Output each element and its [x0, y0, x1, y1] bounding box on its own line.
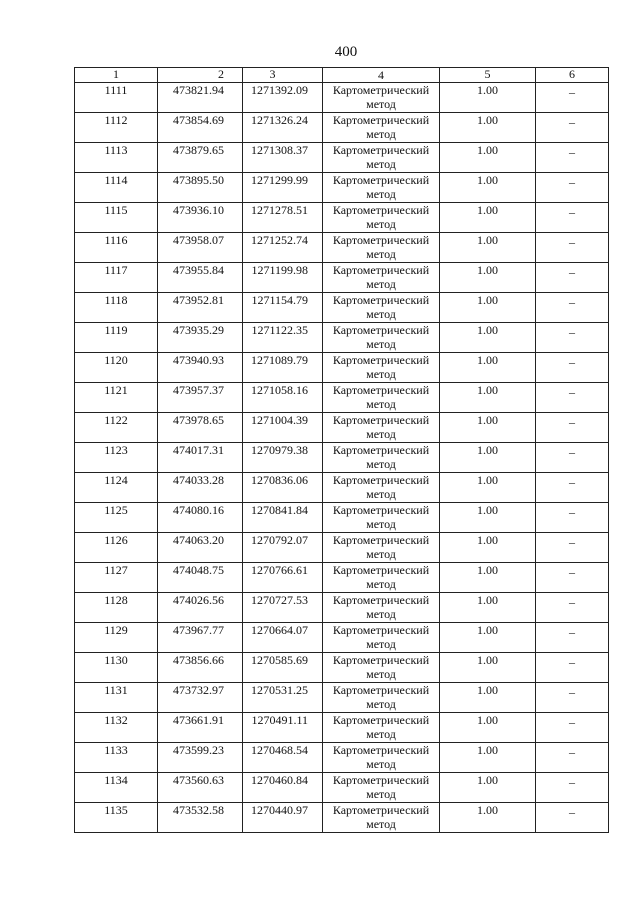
y-coordinate-cell: 1270440.97 [243, 803, 323, 833]
accuracy-cell: 1.00 [440, 623, 536, 653]
method-cell: Картометрический метод [323, 263, 440, 293]
point-number-cell: 1134 [75, 773, 158, 803]
accuracy-cell: 1.00 [440, 773, 536, 803]
point-number-cell: 1114 [75, 173, 158, 203]
y-coordinate-cell: 1270491.11 [243, 713, 323, 743]
method-cell: Картометрический метод [323, 563, 440, 593]
method-cell: Картометрический метод [323, 293, 440, 323]
point-number-cell: 1133 [75, 743, 158, 773]
table-row [75, 143, 609, 173]
x-coordinate-cell: 474033.28 [158, 473, 243, 503]
x-coordinate-cell: 474080.16 [158, 503, 243, 533]
table-row [75, 623, 609, 653]
note-cell: – [536, 113, 609, 143]
point-number-cell: 1124 [75, 473, 158, 503]
y-coordinate-cell: 1270766.61 [243, 563, 323, 593]
column-header: 4 [323, 68, 440, 83]
note-cell: – [536, 593, 609, 623]
y-coordinate-cell: 1270585.69 [243, 653, 323, 683]
y-coordinate-cell: 1271089.79 [243, 353, 323, 383]
x-coordinate-cell: 474026.56 [158, 593, 243, 623]
method-cell: Картометрический метод [323, 353, 440, 383]
x-coordinate-cell: 473895.50 [158, 173, 243, 203]
x-coordinate-cell: 474063.20 [158, 533, 243, 563]
point-number-cell: 1125 [75, 503, 158, 533]
accuracy-cell: 1.00 [440, 563, 536, 593]
y-coordinate-cell: 1271299.99 [243, 173, 323, 203]
note-cell: – [536, 353, 609, 383]
accuracy-cell: 1.00 [440, 113, 536, 143]
note-cell: – [536, 653, 609, 683]
table-row [75, 773, 609, 803]
y-coordinate-cell: 1271392.09 [243, 83, 323, 113]
point-number-cell: 1127 [75, 563, 158, 593]
y-coordinate-cell: 1271308.37 [243, 143, 323, 173]
accuracy-cell: 1.00 [440, 653, 536, 683]
point-number-cell: 1121 [75, 383, 158, 413]
x-coordinate-cell: 473854.69 [158, 113, 243, 143]
table-row [75, 803, 609, 833]
accuracy-cell: 1.00 [440, 203, 536, 233]
method-cell: Картометрический метод [323, 743, 440, 773]
method-cell: Картометрический метод [323, 713, 440, 743]
table-row [75, 683, 609, 713]
accuracy-cell: 1.00 [440, 263, 536, 293]
method-cell: Картометрический метод [323, 653, 440, 683]
method-cell: Картометрический метод [323, 593, 440, 623]
method-cell: Картометрический метод [323, 173, 440, 203]
note-cell: – [536, 713, 609, 743]
point-number-cell: 1128 [75, 593, 158, 623]
point-number-cell: 1117 [75, 263, 158, 293]
y-coordinate-cell: 1270460.84 [243, 773, 323, 803]
method-cell: Картометрический метод [323, 503, 440, 533]
table-row [75, 713, 609, 743]
table-row [75, 323, 609, 353]
point-number-cell: 1113 [75, 143, 158, 173]
x-coordinate-cell: 473957.37 [158, 383, 243, 413]
y-coordinate-cell: 1271199.98 [243, 263, 323, 293]
accuracy-cell: 1.00 [440, 83, 536, 113]
note-cell: – [536, 143, 609, 173]
table-row [75, 353, 609, 383]
table-row [75, 473, 609, 503]
y-coordinate-cell: 1270792.07 [243, 533, 323, 563]
x-coordinate-cell: 473978.65 [158, 413, 243, 443]
point-number-cell: 1135 [75, 803, 158, 833]
table-header-row [75, 68, 609, 83]
note-cell: – [536, 473, 609, 503]
point-number-cell: 1131 [75, 683, 158, 713]
accuracy-cell: 1.00 [440, 473, 536, 503]
y-coordinate-cell: 1270836.06 [243, 473, 323, 503]
note-cell: – [536, 413, 609, 443]
method-cell: Картометрический метод [323, 413, 440, 443]
method-cell: Картометрический метод [323, 383, 440, 413]
table-row [75, 533, 609, 563]
accuracy-cell: 1.00 [440, 683, 536, 713]
y-coordinate-cell: 1270531.25 [243, 683, 323, 713]
table-row [75, 503, 609, 533]
x-coordinate-cell: 473560.63 [158, 773, 243, 803]
point-number-cell: 1118 [75, 293, 158, 323]
table-row [75, 233, 609, 263]
accuracy-cell: 1.00 [440, 803, 536, 833]
point-number-cell: 1129 [75, 623, 158, 653]
method-cell: Картометрический метод [323, 323, 440, 353]
accuracy-cell: 1.00 [440, 743, 536, 773]
x-coordinate-cell: 473532.58 [158, 803, 243, 833]
note-cell: – [536, 323, 609, 353]
method-cell: Картометрический метод [323, 233, 440, 263]
method-cell: Картометрический метод [323, 113, 440, 143]
method-cell: Картометрический метод [323, 683, 440, 713]
point-number-cell: 1130 [75, 653, 158, 683]
point-number-cell: 1116 [75, 233, 158, 263]
x-coordinate-cell: 474017.31 [158, 443, 243, 473]
table-row [75, 383, 609, 413]
table-row [75, 293, 609, 323]
note-cell: – [536, 533, 609, 563]
x-coordinate-cell: 473732.97 [158, 683, 243, 713]
accuracy-cell: 1.00 [440, 533, 536, 563]
point-number-cell: 1112 [75, 113, 158, 143]
table-row [75, 563, 609, 593]
x-coordinate-cell: 473958.07 [158, 233, 243, 263]
y-coordinate-cell: 1271278.51 [243, 203, 323, 233]
y-coordinate-cell: 1271154.79 [243, 293, 323, 323]
method-cell: Картометрический метод [323, 773, 440, 803]
note-cell: – [536, 803, 609, 833]
method-cell: Картометрический метод [323, 203, 440, 233]
x-coordinate-cell: 473967.77 [158, 623, 243, 653]
table-row [75, 203, 609, 233]
method-cell: Картометрический метод [323, 803, 440, 833]
column-header: 1 [75, 68, 158, 83]
method-cell: Картометрический метод [323, 443, 440, 473]
x-coordinate-cell: 473661.91 [158, 713, 243, 743]
x-coordinate-cell: 473879.65 [158, 143, 243, 173]
x-coordinate-cell: 473955.84 [158, 263, 243, 293]
accuracy-cell: 1.00 [440, 323, 536, 353]
accuracy-cell: 1.00 [440, 233, 536, 263]
note-cell: – [536, 563, 609, 593]
point-number-cell: 1120 [75, 353, 158, 383]
x-coordinate-cell: 473599.23 [158, 743, 243, 773]
y-coordinate-cell: 1271326.24 [243, 113, 323, 143]
note-cell: – [536, 623, 609, 653]
y-coordinate-cell: 1271004.39 [243, 413, 323, 443]
point-number-cell: 1132 [75, 713, 158, 743]
column-header: 6 [536, 68, 609, 83]
x-coordinate-cell: 473936.10 [158, 203, 243, 233]
note-cell: – [536, 383, 609, 413]
note-cell: – [536, 173, 609, 203]
table-row [75, 173, 609, 203]
note-cell: – [536, 293, 609, 323]
y-coordinate-cell: 1270664.07 [243, 623, 323, 653]
page-number: 400 [334, 44, 358, 60]
accuracy-cell: 1.00 [440, 713, 536, 743]
x-coordinate-cell: 473935.29 [158, 323, 243, 353]
y-coordinate-cell: 1270841.84 [243, 503, 323, 533]
table-row [75, 413, 609, 443]
note-cell: – [536, 263, 609, 293]
table-row [75, 593, 609, 623]
point-number-cell: 1115 [75, 203, 158, 233]
note-cell: – [536, 233, 609, 263]
method-cell: Картометрический метод [323, 473, 440, 503]
point-number-cell: 1123 [75, 443, 158, 473]
y-coordinate-cell: 1270468.54 [243, 743, 323, 773]
x-coordinate-cell: 473856.66 [158, 653, 243, 683]
y-coordinate-cell: 1271058.16 [243, 383, 323, 413]
y-coordinate-cell: 1270727.53 [243, 593, 323, 623]
table-row [75, 263, 609, 293]
accuracy-cell: 1.00 [440, 593, 536, 623]
y-coordinate-cell: 1271252.74 [243, 233, 323, 263]
method-cell: Картометрический метод [323, 83, 440, 113]
note-cell: – [536, 203, 609, 233]
point-number-cell: 1126 [75, 533, 158, 563]
table-row [75, 443, 609, 473]
table-row [75, 113, 609, 143]
point-number-cell: 1111 [75, 83, 158, 113]
note-cell: – [536, 503, 609, 533]
column-header: 2 [158, 68, 243, 83]
column-header: 5 [440, 68, 536, 83]
note-cell: – [536, 443, 609, 473]
accuracy-cell: 1.00 [440, 143, 536, 173]
table-body [75, 83, 609, 833]
accuracy-cell: 1.00 [440, 443, 536, 473]
table-row [75, 743, 609, 773]
point-number-cell: 1119 [75, 323, 158, 353]
column-header: 3 [243, 68, 323, 83]
point-number-cell: 1122 [75, 413, 158, 443]
y-coordinate-cell: 1270979.38 [243, 443, 323, 473]
method-cell: Картометрический метод [323, 623, 440, 653]
x-coordinate-cell: 473940.93 [158, 353, 243, 383]
x-coordinate-cell: 474048.75 [158, 563, 243, 593]
method-cell: Картометрический метод [323, 143, 440, 173]
x-coordinate-cell: 473952.81 [158, 293, 243, 323]
y-coordinate-cell: 1271122.35 [243, 323, 323, 353]
note-cell: – [536, 773, 609, 803]
table-row [75, 83, 609, 113]
accuracy-cell: 1.00 [440, 173, 536, 203]
accuracy-cell: 1.00 [440, 353, 536, 383]
table-row [75, 653, 609, 683]
note-cell: – [536, 83, 609, 113]
coordinates-table [74, 67, 609, 833]
accuracy-cell: 1.00 [440, 383, 536, 413]
note-cell: – [536, 683, 609, 713]
accuracy-cell: 1.00 [440, 413, 536, 443]
accuracy-cell: 1.00 [440, 293, 536, 323]
note-cell: – [536, 743, 609, 773]
accuracy-cell: 1.00 [440, 503, 536, 533]
method-cell: Картометрический метод [323, 533, 440, 563]
x-coordinate-cell: 473821.94 [158, 83, 243, 113]
